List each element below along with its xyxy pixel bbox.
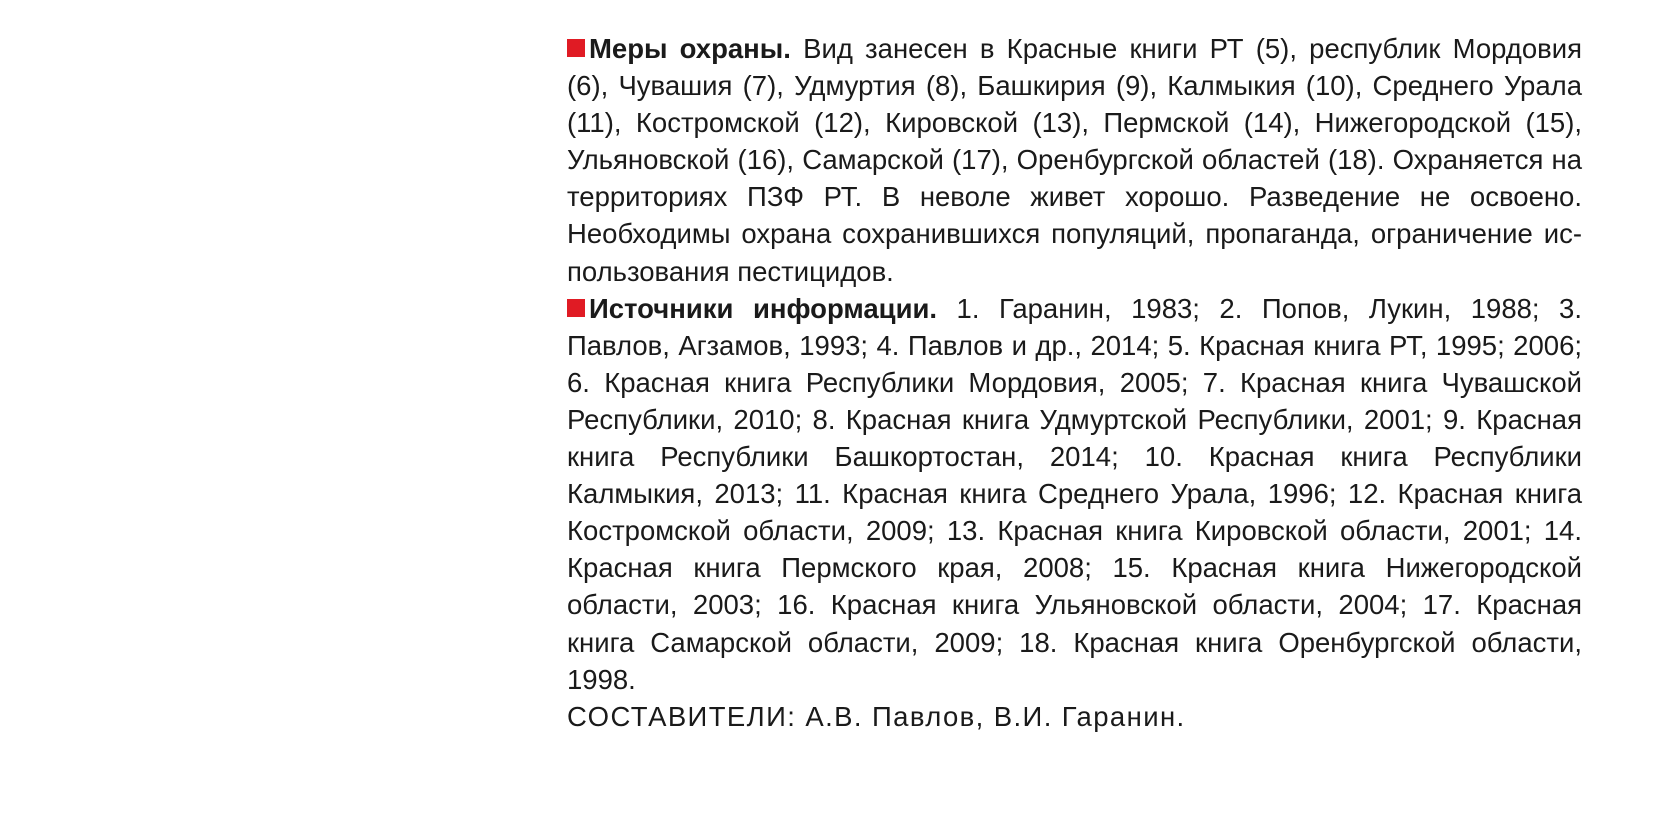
- red-square-icon: [567, 39, 585, 57]
- sources-paragraph: [567, 290, 1582, 698]
- protection-measures-body: Вид занесен в Красные книги РТ (5), республик Мордовия (6), Чувашия (7), Удмуртия (8), Башкирия (9), Калмыкия (10), Среднего Урала (11), Костромской (12), Кировской (13), Пермской (14), Нижегородской (15), Ульяновской (16), Самарской (17), Оренбургской областей (18). Охраняется на территориях ПЗФ РТ. В неволе живет хорошо. Разведение не освоено. Необходимы охрана сохранившихся популяций, пропаганда, ограничение использования пестицидов.: [567, 33, 1582, 287]
- protection-measures-paragraph: [567, 30, 1582, 290]
- authors-line: СОСТАВИТЕЛИ: А.В. Павлов, В.И. Гаранин.: [567, 700, 1186, 732]
- article-text: [567, 30, 1582, 735]
- red-square-icon: [567, 299, 585, 317]
- sources-heading: Источники информации.: [589, 292, 938, 324]
- protection-measures-heading: Меры охраны.: [589, 33, 791, 64]
- sources-body: 1. Гаранин, 1983; 2. Попов, Лукин, 1988; 3. Павлов, Агзамов, 1993; 4. Павлов и др., 2014; 5. Красная книга РТ, 1995; 2006; 6. Красная книга Республики Мордовия, 2005; 7. Красная книга Чувашской Республики, 2010; 8. Красная книга Удмуртской Республики, 2001; 9. Красная книга Республики Башкортостан, 2014; 10. Красная книга Республики Калмыкия, 2013; 11. Красная книга Среднего Урала, 1996; 12. Красная книга Костромской области, 2009; 13. Красная книга Кировской области, 2001; 14. Красная книга Пермского края, 2008; 15. Красная книга Нижегородской области, 2003; 16. Красная книга Ульяновской области, 2004; 17. Красная книга Самарской области, 2009; 18. Красная книга Оренбургской области, 1998.: [567, 292, 1582, 695]
